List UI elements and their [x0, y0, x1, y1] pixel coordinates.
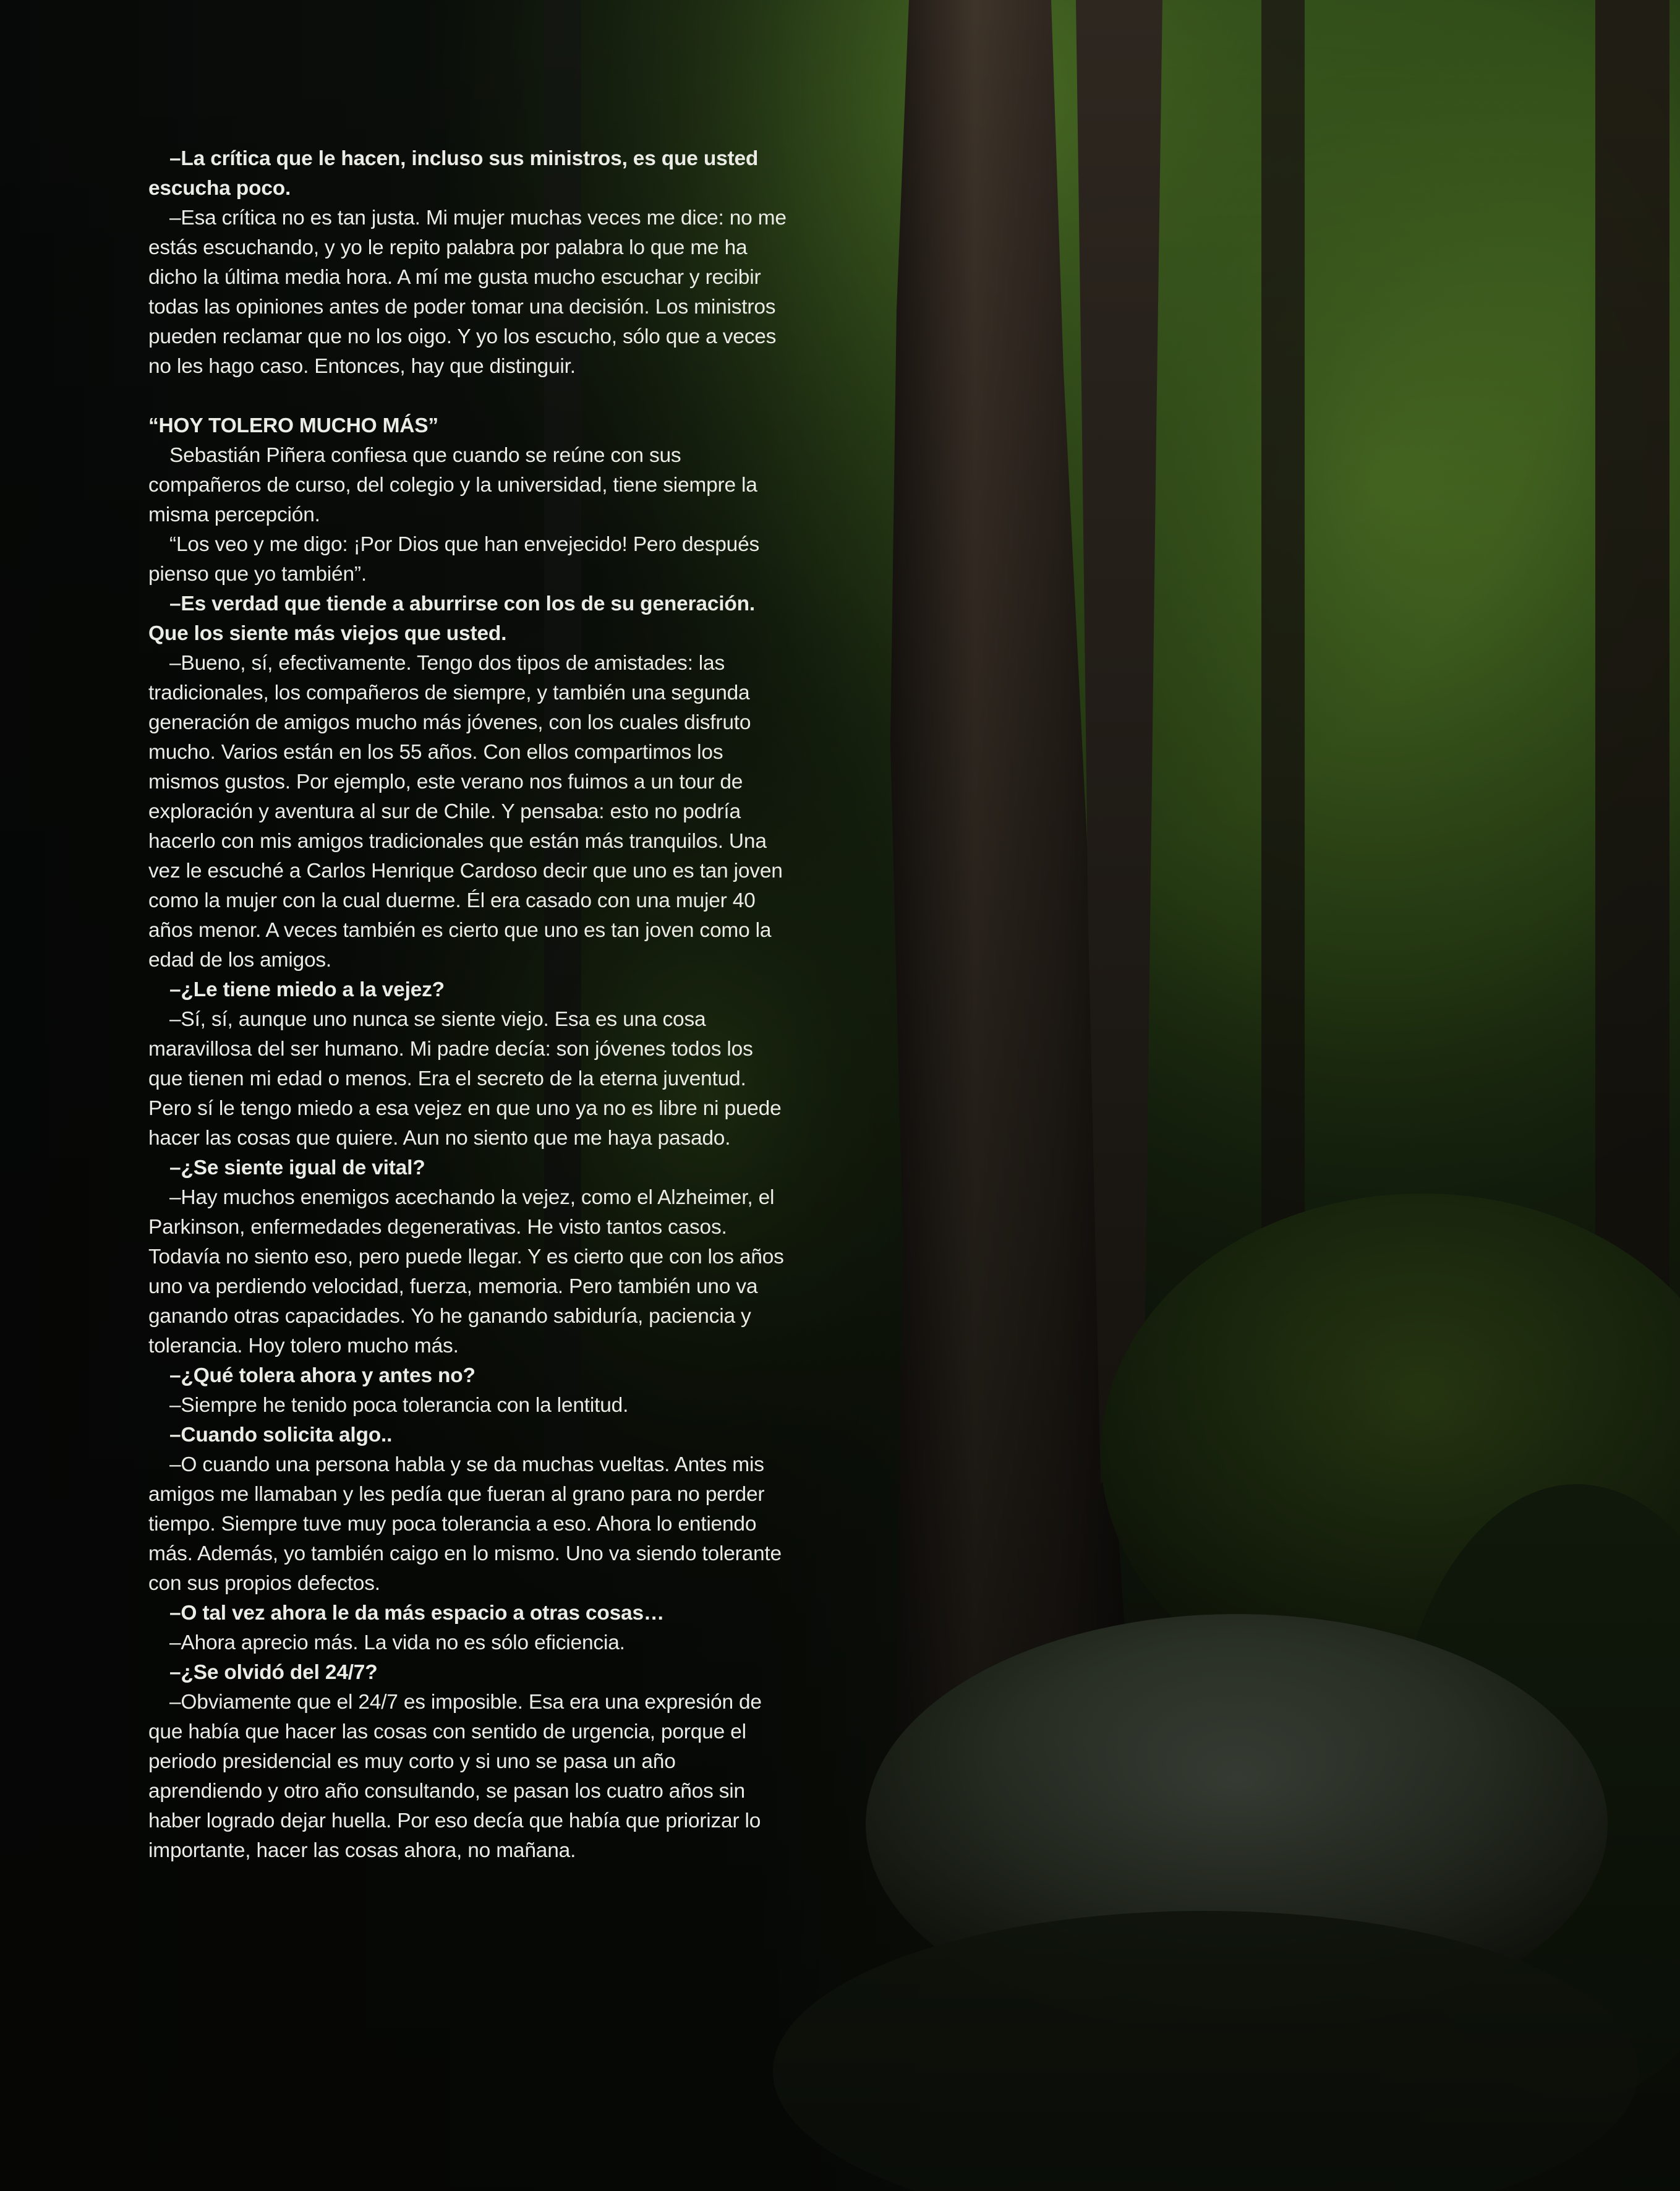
paragraph: –Siempre he tenido poca tolerancia con la lentitud. [169, 1394, 629, 1417]
paragraph: –Esa crítica no es tan justa. Mi mujer muchas veces me dice: no me estás escuchando, y yo le repito palabra por palabra lo que me ha dicho la última media hora. A mí me gusta mucho escuchar y recibir todas las opiniones antes de poder tomar una decisión. Los ministros pueden reclamar que no los oigo. Y yo los escucho, sólo que a veces no les hago caso. Entonces, hay que distinguir. [148, 207, 787, 378]
paragraph: –Obviamente que el 24/7 es imposible. Esa era una expresión de que había que hacer las cosas con sentido de urgencia, porque el periodo presidencial es muy corto y si uno se pasa un año aprendiendo y otro año consultando, se pasan los cuatro años sin haber logrado dejar huella. Por eso decía que había que priorizar lo importante, hacer las cosas ahora, no mañana. [148, 1691, 762, 1862]
paragraph: –Bueno, sí, efectivamente. Tengo dos tipos de amistades: las tradicionales, los compañeros de siempre, y también una segunda generación de amigos mucho más jóvenes, con los cuales disfruto mucho. Varios están en los 55 años. Con ellos compartimos los mismos gustos. Por ejemplo, este verano nos fuimos a un tour de exploración y aventura al sur de Chile. Y pensaba: esto no podría hacerlo con mis amigos tradicionales que están más tranquilos. Una vez le escuché a Carlos Henrique Cardoso decir que uno es tan joven como la mujer con la cual duerme. Él era casado con una mujer 40 años menor. A veces también es cierto que uno es tan joven como la edad de los amigos. [148, 652, 783, 972]
interview-question: –¿Qué tolera ahora y antes no? [169, 1364, 475, 1387]
interview-question: –¿Se siente igual de vital? [169, 1156, 425, 1179]
paragraph: –Sí, sí, aunque uno nunca se siente viejo. Esa es una cosa maravillosa del ser humano. Mi padre decía: son jóvenes todos los que tienen mi edad o menos. Era el secreto de la eterna juventud. Pero sí le tengo miedo a esa vejez en que uno ya no es libre ni puede hacer las cosas que quiere. Aun no siento que me haya pasado. [148, 1008, 782, 1150]
interview-question: –O tal vez ahora le da más espacio a otras cosas… [169, 1602, 665, 1625]
article-column [148, 144, 791, 1866]
interview-question: –¿Se olvidó del 24/7? [169, 1661, 378, 1684]
interview-question: –Es verdad que tiende a aburrirse con los de su generación. Que los siente más viejos que usted. [148, 592, 755, 645]
interview-question: –Cuando solicita algo.. [169, 1424, 393, 1446]
paragraph: –O cuando una persona habla y se da muchas vueltas. Antes mis amigos me llamaban y les pedía que fueran al grano para no perder tiempo. Siempre tuve muy poca tolerancia a eso. Ahora lo entiendo más. Además, yo también caigo en lo mismo. Uno va siendo tolerante con sus propios defectos. [148, 1453, 782, 1595]
section-heading: “HOY TOLERO MUCHO MÁS” [148, 414, 438, 437]
paragraph: “Los veo y me digo: ¡Por Dios que han envejecido! Pero después pienso que yo también”. [148, 533, 760, 586]
interview-question: –¿Le tiene miedo a la vejez? [169, 978, 445, 1001]
paragraph: –Hay muchos enemigos acechando la vejez, como el Alzheimer, el Parkinson, enfermedades degenerativas. He visto tantos casos. Todavía no siento eso, pero puede llegar. Y es cierto que con los años uno va perdiendo velocidad, fuerza, memoria. Pero también uno va ganando otras capacidades. Yo he ganando sabiduría, paciencia y tolerancia. Hoy tolero mucho más. [148, 1186, 784, 1357]
paragraph: Sebastián Piñera confiesa que cuando se reúne con sus compañeros de curso, del colegio y la universidad, tiene siempre la misma percepción. [148, 444, 757, 526]
interview-question: –La crítica que le hacen, incluso sus ministros, es que usted escucha poco. [148, 147, 759, 200]
paragraph: –Ahora aprecio más. La vida no es sólo eficiencia. [169, 1631, 625, 1654]
